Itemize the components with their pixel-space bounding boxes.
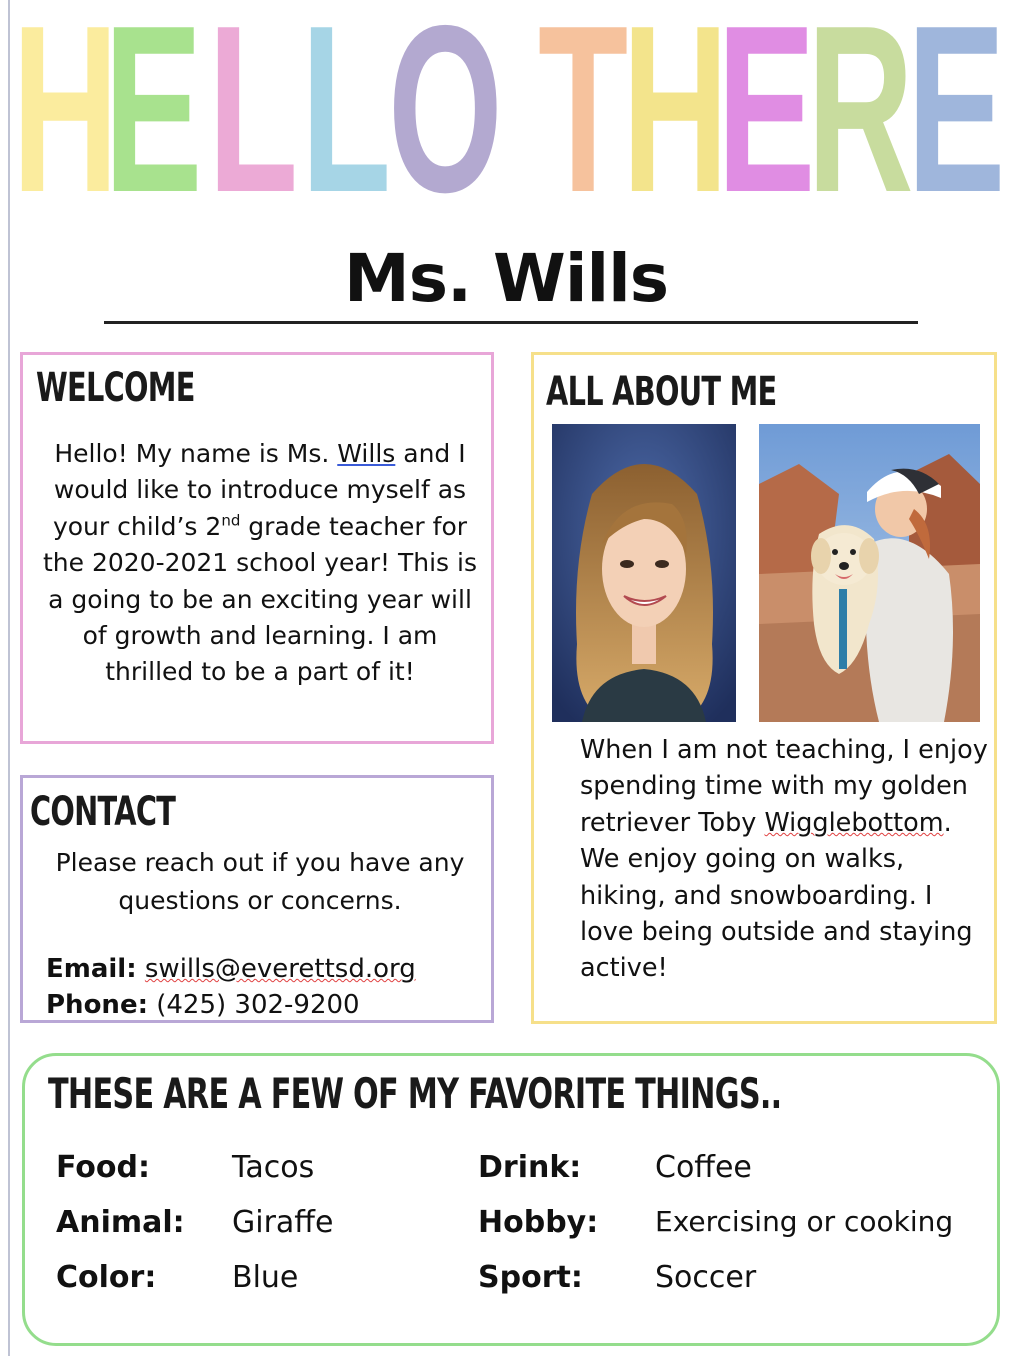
- fav-label-animal: Animal:: [56, 1205, 185, 1240]
- fav-value-food: Tacos: [232, 1150, 315, 1185]
- teacher-name: Ms. Wills: [344, 240, 668, 317]
- contact-title: CONTACT: [30, 789, 176, 835]
- contact-message: Please reach out if you have any questions or concerns.: [55, 848, 465, 915]
- name-link[interactable]: Wills: [337, 439, 396, 468]
- hello-there-banner: [12, 0, 1012, 242]
- banner-letter: T: [538, 0, 629, 242]
- portrait-photo: [552, 424, 736, 722]
- email-line: [46, 954, 416, 984]
- fav-value-color: Blue: [232, 1260, 299, 1295]
- banner-letter: O: [388, 0, 503, 242]
- fav-label-sport: Sport:: [478, 1260, 583, 1295]
- favorites-title: THESE ARE A FEW OF MY FAVORITE THINGS..: [48, 1069, 782, 1118]
- welcome-text-part: Hello! My name is Ms.: [54, 439, 338, 468]
- about-text-part: . We enjoy going on walks, hiking, and snowboarding. I love being outside and staying active!: [580, 807, 973, 984]
- banner-letter: R: [807, 0, 914, 242]
- email-label: Email:: [46, 954, 137, 984]
- fav-value-drink: Coffee: [655, 1150, 752, 1185]
- banner-letter: H: [622, 0, 729, 242]
- welcome-text-part: and I would like to introduce myself as your child’s 2: [52, 439, 467, 541]
- banner-letter: E: [104, 0, 203, 242]
- dog-name: Wigglebottom: [764, 807, 944, 838]
- email-link[interactable]: swills@everettsd.org: [144, 954, 416, 984]
- phone-label: Phone:: [46, 990, 148, 1020]
- fav-value-hobby: Exercising or cooking: [655, 1205, 954, 1238]
- welcome-text: [40, 436, 480, 691]
- page-left-border: [8, 0, 10, 1356]
- ordinal-superscript: nd: [221, 511, 241, 530]
- fav-label-drink: Drink:: [478, 1150, 582, 1185]
- about-text-part: When I am not teaching, I enjoy spending time with my golden retriever Toby: [580, 735, 988, 838]
- fav-value-animal: Giraffe: [232, 1205, 334, 1240]
- banner-letter: L: [208, 0, 299, 242]
- portrait-image: [552, 424, 736, 722]
- fav-label-color: Color:: [56, 1260, 157, 1295]
- phone-value: (425) 302-9200: [156, 990, 360, 1020]
- about-text: [580, 732, 990, 987]
- dog-photo: [759, 424, 980, 722]
- dog-hiking-image: [759, 424, 980, 722]
- fav-value-sport: Soccer: [655, 1260, 757, 1295]
- welcome-text-part: grade teacher for the 2020-2021 school year! This is a going to be an exciting year will of growth and learning. I am thrilled to be a part of it!: [42, 511, 478, 687]
- fav-label-food: Food:: [56, 1150, 150, 1185]
- about-title: ALL ABOUT ME: [546, 369, 777, 415]
- banner-letter: H: [12, 0, 119, 242]
- banner-letter: L: [301, 0, 392, 242]
- banner-letter: E: [907, 0, 1006, 242]
- name-underline: [104, 321, 918, 324]
- banner-letter: E: [717, 0, 816, 242]
- fav-label-hobby: Hobby:: [478, 1205, 599, 1240]
- phone-line: [46, 990, 360, 1020]
- welcome-title: WELCOME: [36, 365, 195, 411]
